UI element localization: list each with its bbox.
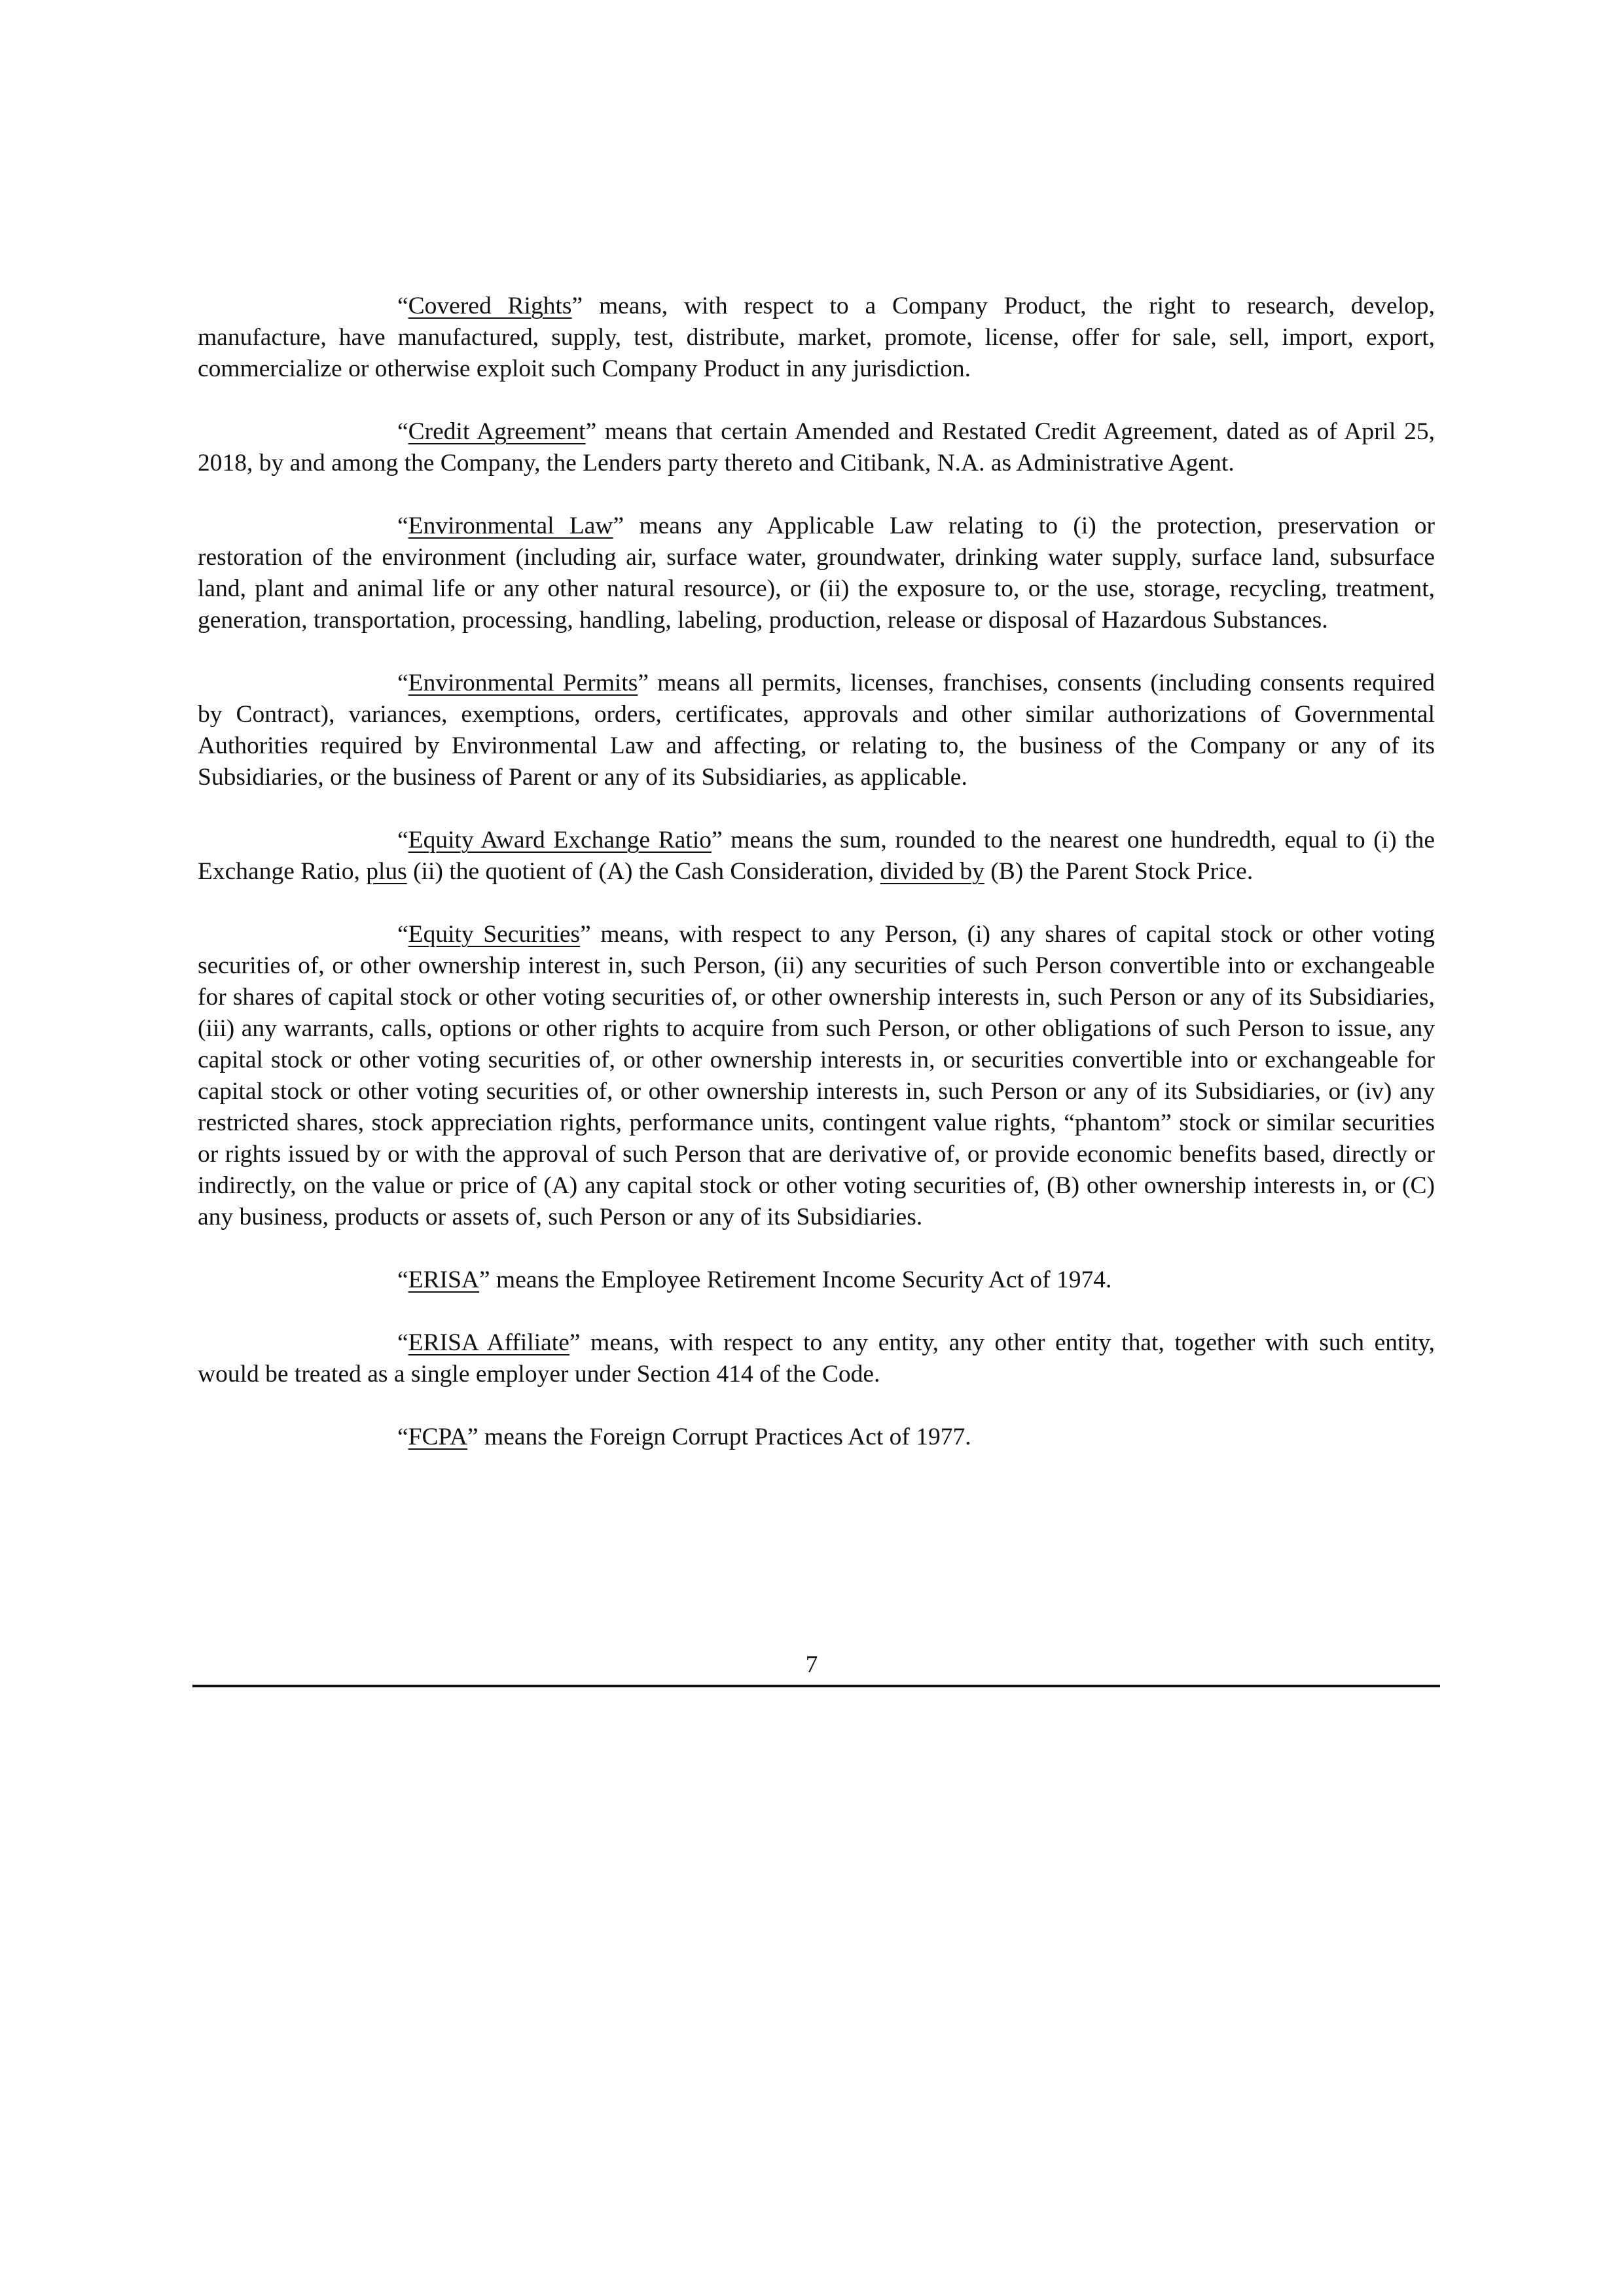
defined-term: FCPA (408, 1424, 468, 1450)
open-quote: “ (397, 1266, 408, 1293)
defined-term: Environmental Permits (408, 670, 638, 696)
definition-erisa-affiliate (198, 1327, 1435, 1390)
open-quote: “ (397, 827, 408, 853)
defined-term: Environmental Law (408, 512, 613, 539)
defined-term: Credit Agreement (408, 418, 586, 445)
open-quote: “ (397, 512, 408, 539)
defined-term: ERISA Affiliate (408, 1329, 569, 1356)
open-quote: “ (397, 293, 408, 319)
definition-text: (ii) the quotient of (A) the Cash Consideration, (406, 858, 880, 885)
definition-text: ” means the sum, rounded to the nearest one hundredth, equal to (i) the Exchange Ratio, (198, 827, 1435, 885)
open-quote: “ (397, 1424, 408, 1450)
open-quote: “ (397, 418, 408, 445)
definition-equity-securities (198, 919, 1435, 1233)
definition-erisa (198, 1265, 1435, 1296)
definition-credit-agreement (198, 416, 1435, 479)
definition-equity-award-exchange-ratio (198, 825, 1435, 888)
definition-text: (B) the Parent Stock Price. (984, 858, 1254, 885)
definition-covered-rights (198, 291, 1435, 385)
defined-term: Covered Rights (408, 293, 572, 319)
definition-environmental-permits (198, 668, 1435, 793)
definition-text: ” means the Foreign Corrupt Practices Act of 1977. (467, 1424, 971, 1450)
definition-text: ” means, with respect to any Person, (i) any shares of capital stock or other voting securities of, or other ownership interest in, such Person, (ii) any securities of such Person convertible into or exchangeable for shares of capital stock or other voting securities of, or other ownership interests in, such Person or any of its Subsidiaries, (iii) any warrants, calls, options or other rights to acquire from such Person, or other obligations of such Person to issue, any capital stock or other voting securities of, or other ownership interests in, or securities convertible into or exchangeable for capital stock or other voting securities of, or other ownership interests in, such Person or any of its Subsidiaries, or (iv) any restricted shares, stock appreciation rights, performance units, contingent value rights, “phantom” stock or similar securities or rights issued by or with the approval of such Person that are derivative of, or provide economic benefits based, directly or indirectly, on the value or price of (A) any capital stock or other voting securities of, (B) other ownership interests in, or (C) any business, products or assets of, such Person or any of its Subsidiaries. (198, 921, 1435, 1230)
open-quote: “ (397, 921, 408, 948)
defined-term: Equity Securities (408, 921, 581, 948)
definition-text: ” means the Employee Retirement Income Security Act of 1974. (479, 1266, 1112, 1293)
underlined-divided-by: divided by (880, 858, 984, 885)
page-number: 7 (805, 1651, 818, 1678)
footer-rule (192, 1685, 1440, 1687)
defined-term: ERISA (408, 1266, 479, 1293)
definition-fcpa (198, 1422, 1435, 1453)
underlined-plus: plus (366, 858, 407, 885)
open-quote: “ (397, 1329, 408, 1356)
definition-text: ” means any Applicable Law relating to (i) the protection, preservation or restoration of the environment (including air, surface water, groundwater, drinking water supply, surface land, subsurface land, plant and animal life or any other natural resource), or (ii) the exposure to, or the use, storage, recycling, treatment, generation, transportation, processing, handling, labeling, production, release or disposal of Hazardous Substances. (198, 512, 1435, 634)
definition-environmental-law (198, 511, 1435, 636)
open-quote: “ (397, 670, 408, 696)
definition-text: ” means all permits, licenses, franchises, consents (including consents required by Contract), variances, exemptions, orders, certificates, approvals and other similar authorizations of Governmental Authorities required by Environmental Law and affecting, or relating to, the business of the Company or any of its Subsidiaries, or the business of Parent or any of its Subsidiaries, as applicable. (198, 670, 1435, 791)
definition-text: ” means that certain Amended and Restated Credit Agreement, dated as of April 25, 2018, by and among the Company, the Lenders party thereto and Citibank, N.A. as Administrative Agent. (198, 418, 1435, 476)
definitions-section (198, 291, 1435, 1484)
defined-term: Equity Award Exchange Ratio (408, 827, 712, 853)
definition-text: ” means, with respect to a Company Product, the right to research, develop, manufacture, have manufactured, supply, test, distribute, market, promote, license, offer for sale, sell, import, export, commercialize or otherwise exploit such Company Product in any jurisdiction. (198, 293, 1435, 382)
definition-text: ” means, with respect to any entity, any other entity that, together with such entity, would be treated as a single employer under Section 414 of the Code. (198, 1329, 1435, 1388)
